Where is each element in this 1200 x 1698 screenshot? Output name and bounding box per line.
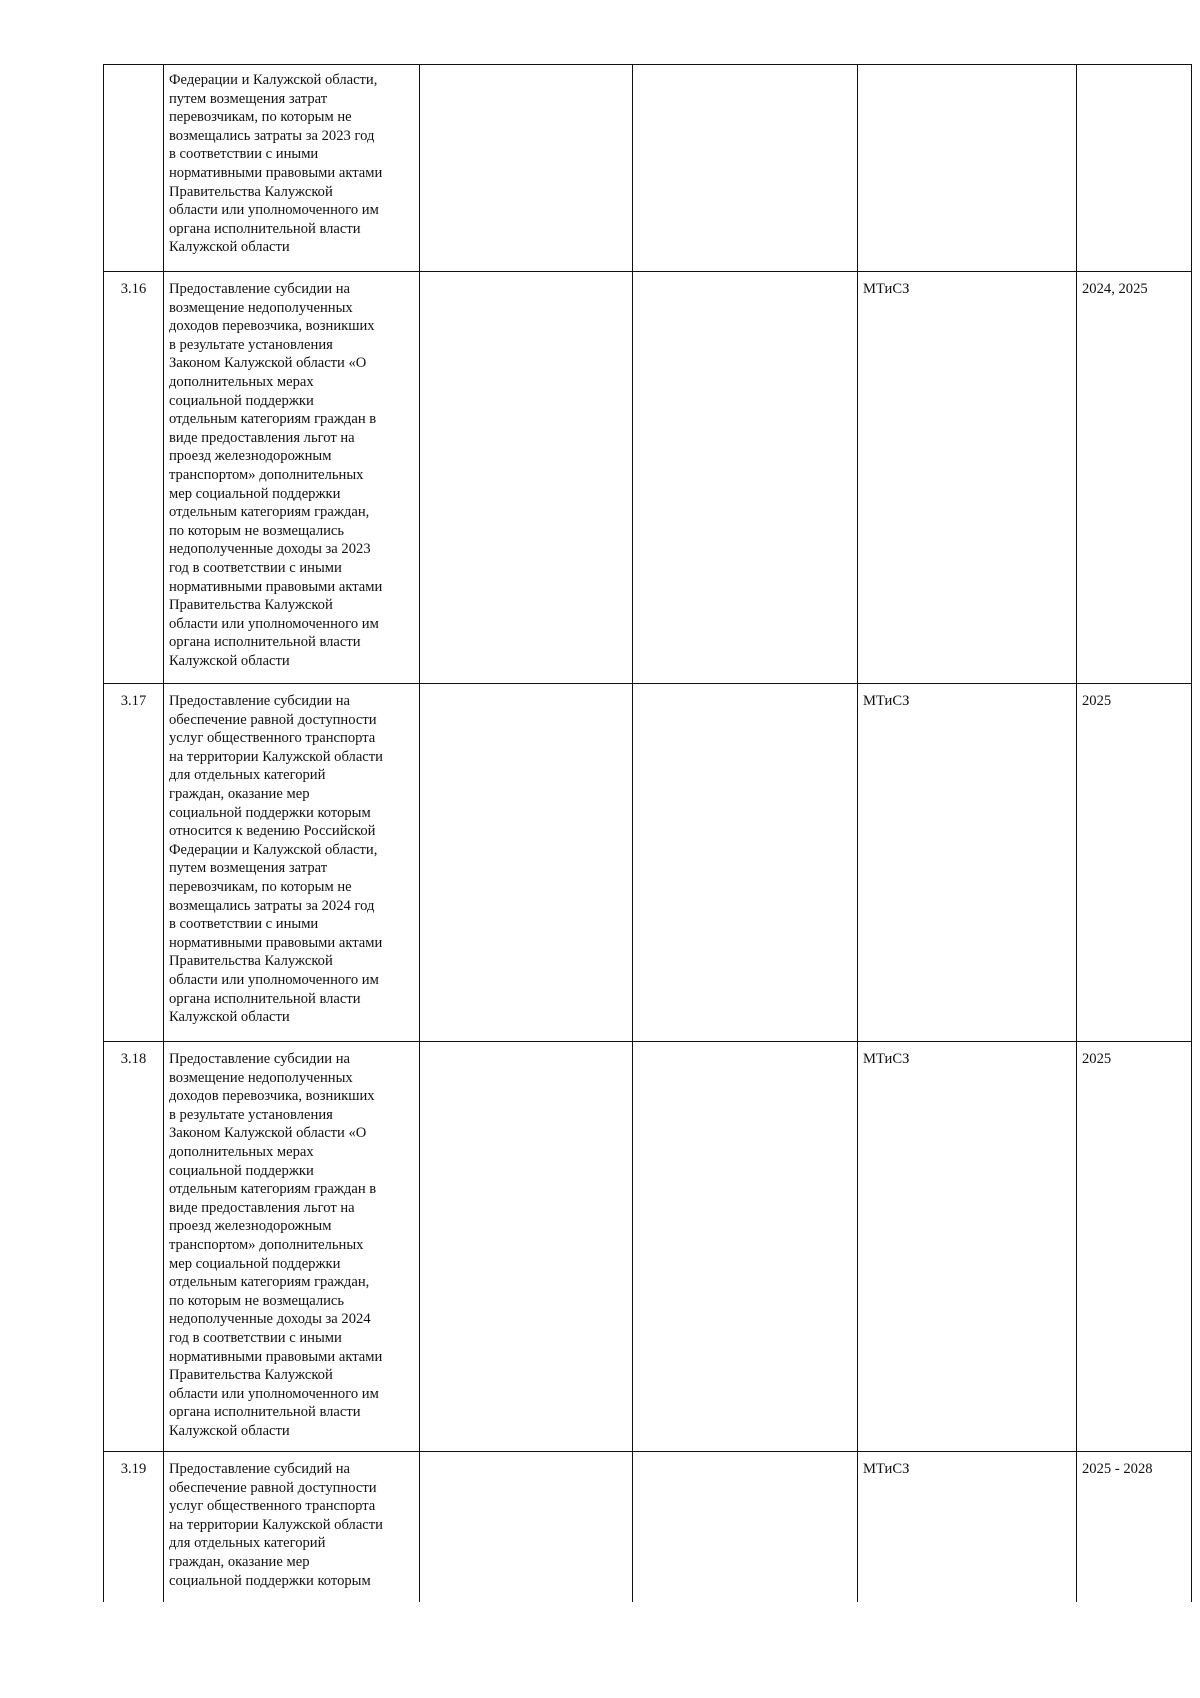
measure-description-cell bbox=[164, 1452, 420, 1602]
period-cell: 2025 - 2028 bbox=[1077, 1452, 1192, 1602]
row-number-cell: 3.18 bbox=[104, 1042, 164, 1452]
measure-description: Предоставление субсидий на обеспечение равной доступности услуг общественного транспорта на территории Калужской области для отдельных категорий граждан, оказание мер социальной поддержки которым bbox=[169, 1461, 383, 1589]
row-number-cell: 3.16 bbox=[104, 272, 164, 684]
measures-table bbox=[103, 64, 1192, 1602]
table-row bbox=[104, 272, 1192, 684]
measure-description: Федерации и Калужской области, путем возмещения затрат перевозчикам, по которым не возмещались затраты за 2023 год в соответствии с иными нормативными правовыми актами Правительства Калужской области или уполномоченного им органа исполнительной власти Калужской области bbox=[169, 72, 383, 256]
measure-description-cell bbox=[164, 65, 420, 272]
table-row bbox=[104, 1042, 1192, 1452]
empty-cell-col4 bbox=[633, 65, 858, 272]
row-number-cell: 3.17 bbox=[104, 684, 164, 1042]
empty-cell-col4 bbox=[633, 1042, 858, 1452]
empty-cell-col4 bbox=[633, 1452, 858, 1602]
row-number-cell: 3.19 bbox=[104, 1452, 164, 1602]
period-cell: 2024, 2025 bbox=[1077, 272, 1192, 684]
measure-description-cell bbox=[164, 684, 420, 1042]
row-number-cell bbox=[104, 65, 164, 272]
period-cell: 2025 bbox=[1077, 684, 1192, 1042]
table-row bbox=[104, 1452, 1192, 1602]
executor-cell: МТиСЗ bbox=[858, 1452, 1077, 1602]
measure-description: Предоставление субсидии на обеспечение равной доступности услуг общественного транспорта на территории Калужской области для отдельных категорий граждан, оказание мер социальной поддержки которым относится к ведению Российской Федерации и Калужской области, путем возмещения затрат перевозчикам, по которым не возмещались затраты за 2024 год в соответствии с иными нормативными правовыми актами Правительства Калужской области или уполномоченного им органа исполнительной власти Калужской области bbox=[169, 693, 383, 1026]
measure-description-cell bbox=[164, 272, 420, 684]
table-row bbox=[104, 65, 1192, 272]
executor-cell: МТиСЗ bbox=[858, 272, 1077, 684]
period-cell: 2025 bbox=[1077, 1042, 1192, 1452]
empty-cell-col4 bbox=[633, 684, 858, 1042]
measure-description: Предоставление субсидии на возмещение недополученных доходов перевозчика, возникших в результате установления Законом Калужской области «О дополнительных мерах социальной поддержки отдельным категориям граждан в виде предоставления льгот на проезд железнодорожным транспортом» дополнительных мер социальной поддержки отдельным категориям граждан, по которым не возмещались недополученные доходы за 2023 год в соответствии с иными нормативными правовыми актами Правительства Калужской области или уполномоченного им органа исполнительной власти Калужской области bbox=[169, 281, 383, 669]
executor-cell: МТиСЗ bbox=[858, 684, 1077, 1042]
empty-cell-col3 bbox=[420, 1042, 633, 1452]
measure-description: Предоставление субсидии на возмещение недополученных доходов перевозчика, возникших в результате установления Законом Калужской области «О дополнительных мерах социальной поддержки отдельным категориям граждан в виде предоставления льгот на проезд железнодорожным транспортом» дополнительных мер социальной поддержки отдельным категориям граждан, по которым не возмещались недополученные доходы за 2024 год в соответствии с иными нормативными правовыми актами Правительства Калужской области или уполномоченного им органа исполнительной власти Калужской области bbox=[169, 1051, 383, 1439]
table-row bbox=[104, 684, 1192, 1042]
executor-cell: МТиСЗ bbox=[858, 1042, 1077, 1452]
empty-cell-col3 bbox=[420, 684, 633, 1042]
measure-description-cell bbox=[164, 1042, 420, 1452]
period-cell bbox=[1077, 65, 1192, 272]
empty-cell-col3 bbox=[420, 272, 633, 684]
empty-cell-col3 bbox=[420, 1452, 633, 1602]
executor-cell bbox=[858, 65, 1077, 272]
empty-cell-col3 bbox=[420, 65, 633, 272]
empty-cell-col4 bbox=[633, 272, 858, 684]
